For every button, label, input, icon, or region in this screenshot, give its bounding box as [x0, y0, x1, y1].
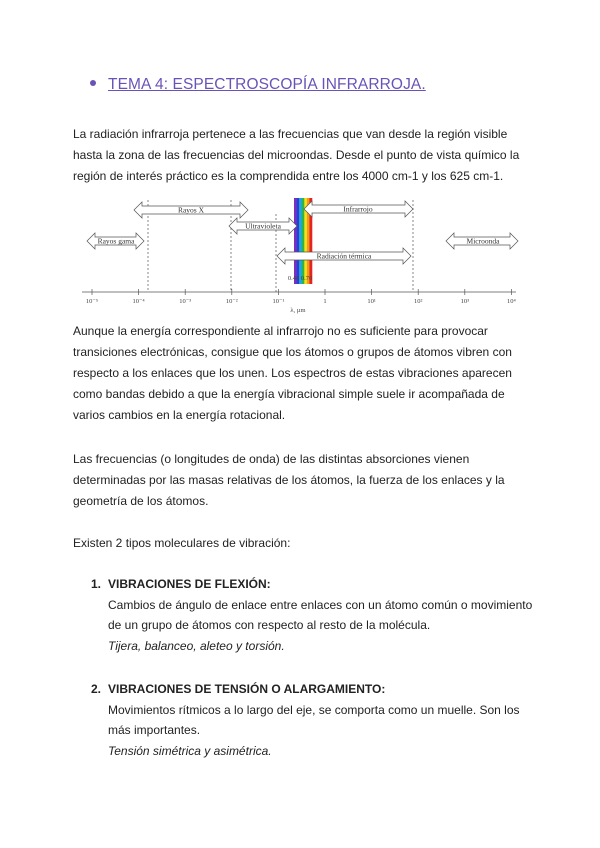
axis-label: λ, µm — [290, 307, 306, 314]
list-item-flexion — [91, 574, 541, 656]
axis-tick-label: 10³ — [460, 298, 470, 305]
tension-heading: 2. VIBRACIONES DE TENSIÓN O ALARGAMIENTO: — [91, 682, 386, 696]
visible-range-label: 0.40 0.70 — [287, 275, 313, 282]
gamma-band-arrow — [87, 233, 144, 249]
thermal-label: Radiación térmica — [316, 251, 372, 261]
rainbow-band — [294, 198, 297, 284]
axis-tick-label: 10⁴ — [507, 298, 516, 305]
axis-tick-label: 10² — [413, 298, 423, 305]
intro-paragraph: La radiación infrarroja pertenece a las frecuencias que van desde la región visible hasta la zona de las frecuencias del microondas. Desde el punto de vista químico la región de interés práctico es la comprendida entre los 4000 cm-1 y los 625 cm-1. — [73, 127, 520, 183]
paragraph-vibration-energy: Aunque la energía correspondiente al infrarrojo no es suficiente para provocar transiciones electrónicas, consigue que los átomos o grupos de átomos vibren con respecto a los enlaces que los unen. Los espectros de estas vibraciones aparecen como bandas debido a que la energía vibracional simple suele ir acompañada de varios cambios en la energía rotacional. — [73, 324, 512, 422]
rainbow-band — [297, 198, 300, 284]
rainbow-band — [299, 198, 302, 284]
axis-ticks — [86, 289, 517, 305]
paragraph-frequencies: Las frecuencias (o longitudes de onda) de las distintas absorciones vienen determinadas por las masas relativas de los átomos, la fuerza de los enlaces y la geometría de los átomos. — [73, 452, 505, 508]
axis-tick-label: 1 — [323, 298, 327, 305]
axis-tick-label: 10¹ — [367, 298, 376, 305]
bullet-icon — [90, 80, 96, 86]
list-item-tension — [91, 679, 541, 761]
uv-label: Ultravioleta — [245, 221, 281, 231]
gamma-label: Rayos gama — [97, 236, 135, 246]
spectrum-figure — [72, 192, 522, 316]
flexion-description: Cambios de ángulo de enlace entre enlaces con un átomo común o movimiento de un grupo de átomos con respecto al resto de la molécula. — [108, 597, 533, 632]
ir-band-arrow — [304, 201, 413, 217]
axis-tick-label: 10⁻⁵ — [85, 298, 99, 305]
ir-label: Infrarrojo — [343, 204, 373, 214]
paragraph-vibration-types: Existen 2 tipos moleculares de vibración: — [73, 536, 291, 550]
flexion-examples: Tijera, balanceo, aleteo y torsión. — [108, 638, 285, 653]
title-text: TEMA 4: ESPECTROSCOPÍA INFRARROJA. — [108, 76, 426, 93]
xray-label: Rayos X — [177, 205, 205, 215]
axis-tick-label: 10⁻² — [225, 298, 238, 305]
axis-tick-label: 10⁻¹ — [272, 298, 285, 305]
page-title — [90, 76, 426, 94]
microwave-label: Microonda — [466, 236, 500, 246]
axis-tick-label: 10⁻⁴ — [132, 298, 145, 305]
tension-description: Movimientos rítmicos a lo largo del eje, se comporta como un muelle. Son los más importantes. — [108, 702, 520, 737]
rainbow-band — [302, 198, 305, 284]
flexion-heading: 1. VIBRACIONES DE FLEXIÓN: — [91, 577, 271, 591]
uv-band-arrow — [229, 218, 297, 234]
microwave-band-arrow — [446, 233, 518, 249]
axis-tick-label: 10⁻³ — [179, 298, 192, 305]
tension-examples: Tensión simétrica y asimétrica. — [108, 743, 272, 758]
